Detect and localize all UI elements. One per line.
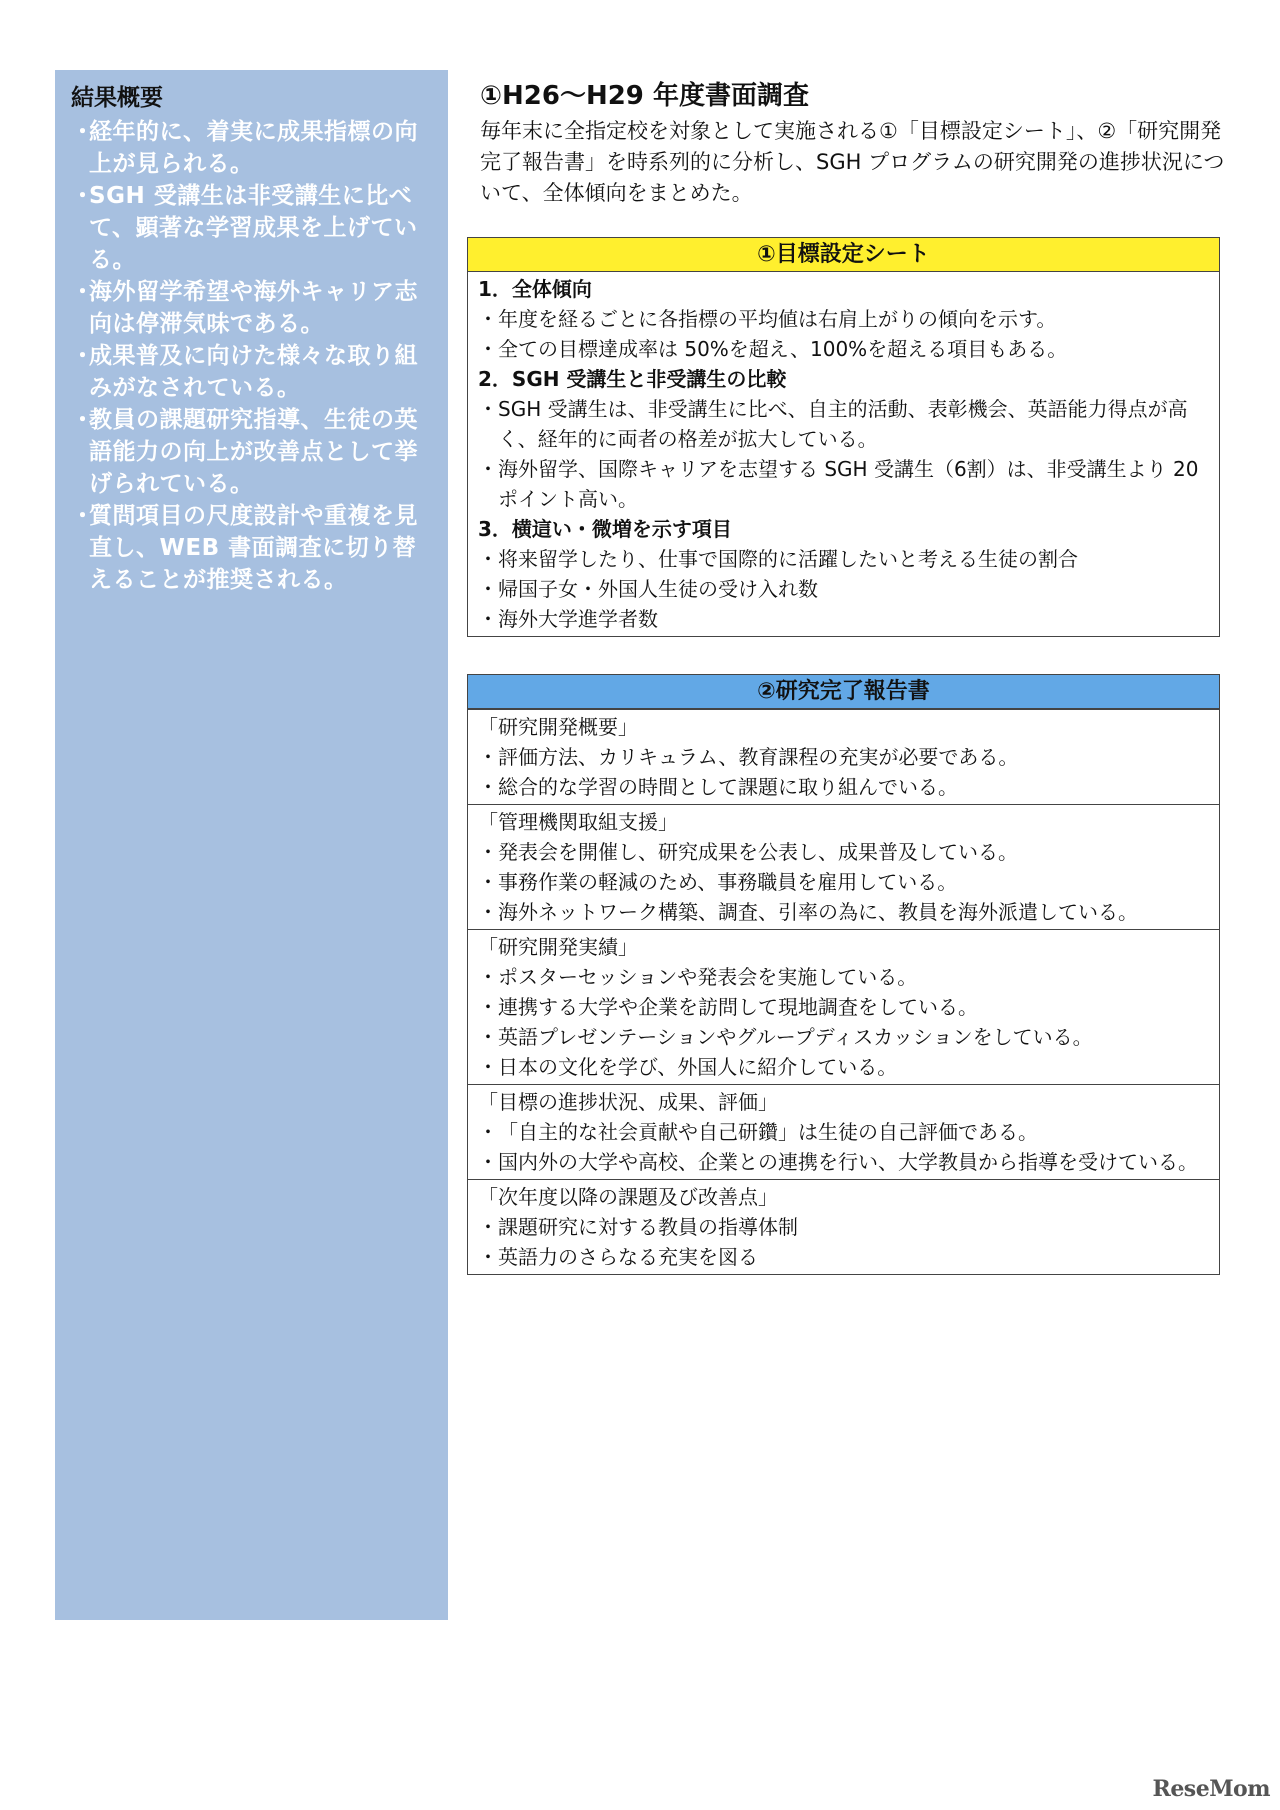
bullet-item: ・ 課題研究に対する教員の指導体制 bbox=[478, 1212, 1211, 1242]
summary-list bbox=[71, 116, 434, 596]
section-title: 「研究開発概要」 bbox=[478, 715, 638, 739]
group-heading: 3．横這い・微増を示す項目 bbox=[478, 517, 732, 541]
bullet-item: ・ 英語プレゼンテーションやグループディスカッションをしている。 bbox=[478, 1022, 1211, 1052]
bullet-item: ・ 海外留学、国際キャリアを志望する SGH 受講生（6割）は、非受講生より 20 ポイント高い。 bbox=[478, 454, 1211, 514]
report-section bbox=[468, 1084, 1219, 1179]
section-title: 「目標の進捗状況、成果、評価」 bbox=[478, 1090, 778, 1114]
group-heading: 1．全体傾向 bbox=[478, 277, 592, 301]
intro-paragraph: 毎年末に全指定校を対象として実施される①「目標設定シート」、②「研究開発完了報告書」を時系列的に分析し、SGH プログラムの研究開発の進捗状況について、全体傾向をまとめた。 bbox=[480, 119, 1225, 205]
section-title: 「次年度以降の課題及び改善点」 bbox=[478, 1185, 778, 1209]
completion-report-box bbox=[467, 674, 1220, 1275]
bullet-item: ・ 英語力のさらなる充実を図る bbox=[478, 1242, 1211, 1272]
summary-item: ・ 教員の課題研究指導、生徒の英語能力の向上が改善点として挙げられている。 bbox=[71, 404, 434, 500]
report-section bbox=[468, 929, 1219, 1084]
main-content bbox=[468, 78, 1228, 209]
goal-sheet-header: ①目標設定シート bbox=[468, 238, 1219, 272]
goal-sheet-body bbox=[468, 272, 1219, 636]
page-title: ①H26〜H29 年度書面調査 bbox=[480, 81, 809, 111]
bullet-item: ・ 「自主的な社会貢献や自己研鑽」は生徒の自己評価である。 bbox=[478, 1117, 1211, 1147]
sidebar-title: 結果概要 bbox=[71, 85, 163, 111]
bullet-item: ・ 海外ネットワーク構築、調査、引率の為に、教員を海外派遣している。 bbox=[478, 897, 1211, 927]
summary-item: ・ 成果普及に向けた様々な取り組みがなされている。 bbox=[71, 340, 434, 404]
completion-report-header: ②研究完了報告書 bbox=[468, 675, 1219, 709]
bullet-item: ・ 発表会を開催し、研究成果を公表し、成果普及している。 bbox=[478, 837, 1211, 867]
goal-sheet-box bbox=[467, 237, 1220, 637]
bullet-item: ・ 帰国子女・外国人生徒の受け入れ数 bbox=[478, 574, 1211, 604]
section-title: 「管理機関取組支援」 bbox=[478, 810, 678, 834]
resemom-logo: ReseMom bbox=[1152, 1776, 1270, 1802]
bullet-item: ・ 日本の文化を学び、外国人に紹介している。 bbox=[478, 1052, 1211, 1082]
summary-item: ・ 経年的に、着実に成果指標の向上が見られる。 bbox=[71, 116, 434, 180]
summary-item: ・ 海外留学希望や海外キャリア志向は停滞気味である。 bbox=[71, 276, 434, 340]
bullet-item: ・ 年度を経るごとに各指標の平均値は右肩上がりの傾向を示す。 bbox=[478, 304, 1211, 334]
bullet-item: ・ ポスターセッションや発表会を実施している。 bbox=[478, 962, 1211, 992]
summary-item: ・ 質問項目の尺度設計や重複を見直し、WEB 書面調査に切り替えることが推奨される。 bbox=[71, 500, 434, 596]
group-heading: 2．SGH 受講生と非受講生の比較 bbox=[478, 367, 787, 391]
bullet-item: ・ 事務作業の軽減のため、事務職員を雇用している。 bbox=[478, 867, 1211, 897]
summary-item: ・ SGH 受講生は非受講生に比べて、顕著な学習成果を上げている。 bbox=[71, 180, 434, 276]
bullet-item: ・ 海外大学進学者数 bbox=[478, 604, 1211, 634]
report-section bbox=[468, 709, 1219, 804]
summary-sidebar bbox=[55, 70, 448, 1620]
bullet-item: ・ 将来留学したり、仕事で国際的に活躍したいと考える生徒の割合 bbox=[478, 544, 1211, 574]
bullet-item: ・ SGH 受講生は、非受講生に比べ、自主的活動、表彰機会、英語能力得点が高く、経年的に両者の格差が拡大している。 bbox=[478, 394, 1211, 454]
bullet-item: ・ 評価方法、カリキュラム、教育課程の充実が必要である。 bbox=[478, 742, 1211, 772]
report-section bbox=[468, 1179, 1219, 1274]
bullet-item: ・ 総合的な学習の時間として課題に取り組んでいる。 bbox=[478, 772, 1211, 802]
bullet-item: ・ 連携する大学や企業を訪問して現地調査をしている。 bbox=[478, 992, 1211, 1022]
bullet-item: ・ 国内外の大学や高校、企業との連携を行い、大学教員から指導を受けている。 bbox=[478, 1147, 1211, 1177]
report-section bbox=[468, 804, 1219, 929]
section-title: 「研究開発実績」 bbox=[478, 935, 638, 959]
bullet-item: ・ 全ての目標達成率は 50%を超え、100%を超える項目もある。 bbox=[478, 334, 1211, 364]
